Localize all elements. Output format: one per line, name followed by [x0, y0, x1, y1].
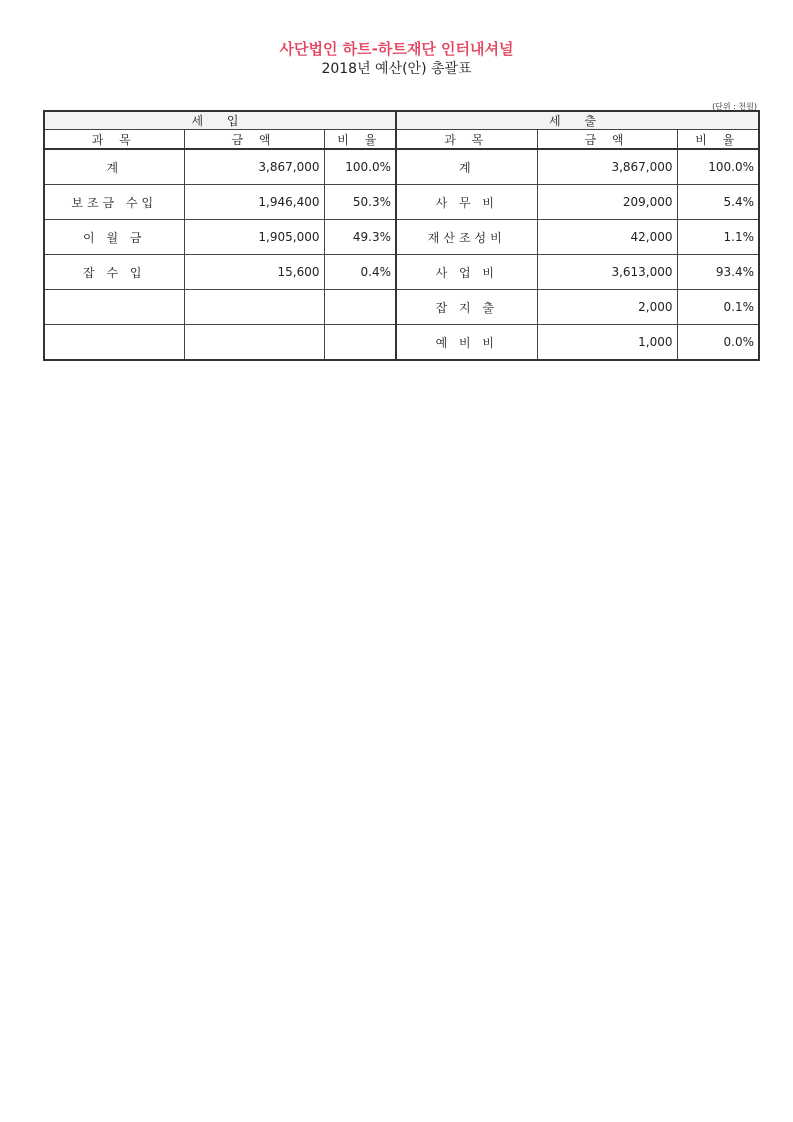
expense-amount: 3,867,000: [537, 149, 677, 185]
table-row: [44, 220, 759, 255]
table-row: [44, 149, 759, 185]
expense-item: 예 비 비: [396, 325, 537, 361]
expense-amount: 209,000: [537, 185, 677, 220]
revenue-amount: 1,905,000: [184, 220, 324, 255]
revenue-item: 계: [44, 149, 184, 185]
column-header: 비 율: [324, 130, 396, 150]
revenue-item: 보조금 수입: [44, 185, 184, 220]
table-row: [44, 255, 759, 290]
expense-ratio: 0.1%: [677, 290, 759, 325]
expense-section-header: 세 출: [396, 111, 759, 130]
revenue-ratio: 49.3%: [324, 220, 396, 255]
revenue-ratio: [324, 290, 396, 325]
expense-item: 계: [396, 149, 537, 185]
expense-ratio: 100.0%: [677, 149, 759, 185]
document-title: 2018년 예산(안) 총괄표: [321, 61, 472, 77]
revenue-item: 잡 수 입: [44, 255, 184, 290]
section-header-row: [44, 111, 759, 130]
column-header: 과 목: [396, 130, 537, 150]
budget-summary-table: [43, 110, 760, 361]
revenue-amount: 15,600: [184, 255, 324, 290]
table-row: [44, 325, 759, 361]
revenue-ratio: 50.3%: [324, 185, 396, 220]
organization-title: 사단법인 하트-하트재단 인터내셔널: [279, 40, 514, 58]
expense-amount: 3,613,000: [537, 255, 677, 290]
revenue-amount: 3,867,000: [184, 149, 324, 185]
expense-ratio: 1.1%: [677, 220, 759, 255]
expense-amount: 2,000: [537, 290, 677, 325]
revenue-item: [44, 325, 184, 361]
revenue-amount: 1,946,400: [184, 185, 324, 220]
expense-item: 재산조성비: [396, 220, 537, 255]
expense-ratio: 0.0%: [677, 325, 759, 361]
column-header-row: [44, 130, 759, 150]
expense-amount: 42,000: [537, 220, 677, 255]
expense-item: 잡 지 출: [396, 290, 537, 325]
column-header: 금 액: [537, 130, 677, 150]
table-row: [44, 185, 759, 220]
revenue-section-header: 세 입: [44, 111, 396, 130]
revenue-ratio: 100.0%: [324, 149, 396, 185]
revenue-ratio: 0.4%: [324, 255, 396, 290]
column-header: 비 율: [677, 130, 759, 150]
expense-ratio: 93.4%: [677, 255, 759, 290]
revenue-ratio: [324, 325, 396, 361]
table-row: [44, 290, 759, 325]
expense-ratio: 5.4%: [677, 185, 759, 220]
column-header: 금 액: [184, 130, 324, 150]
column-header: 과 목: [44, 130, 184, 150]
revenue-amount: [184, 290, 324, 325]
expense-amount: 1,000: [537, 325, 677, 361]
revenue-item: [44, 290, 184, 325]
expense-item: 사 무 비: [396, 185, 537, 220]
revenue-amount: [184, 325, 324, 361]
revenue-item: 이 월 금: [44, 220, 184, 255]
expense-item: 사 업 비: [396, 255, 537, 290]
unit-note: (단위 : 천원): [712, 102, 757, 111]
